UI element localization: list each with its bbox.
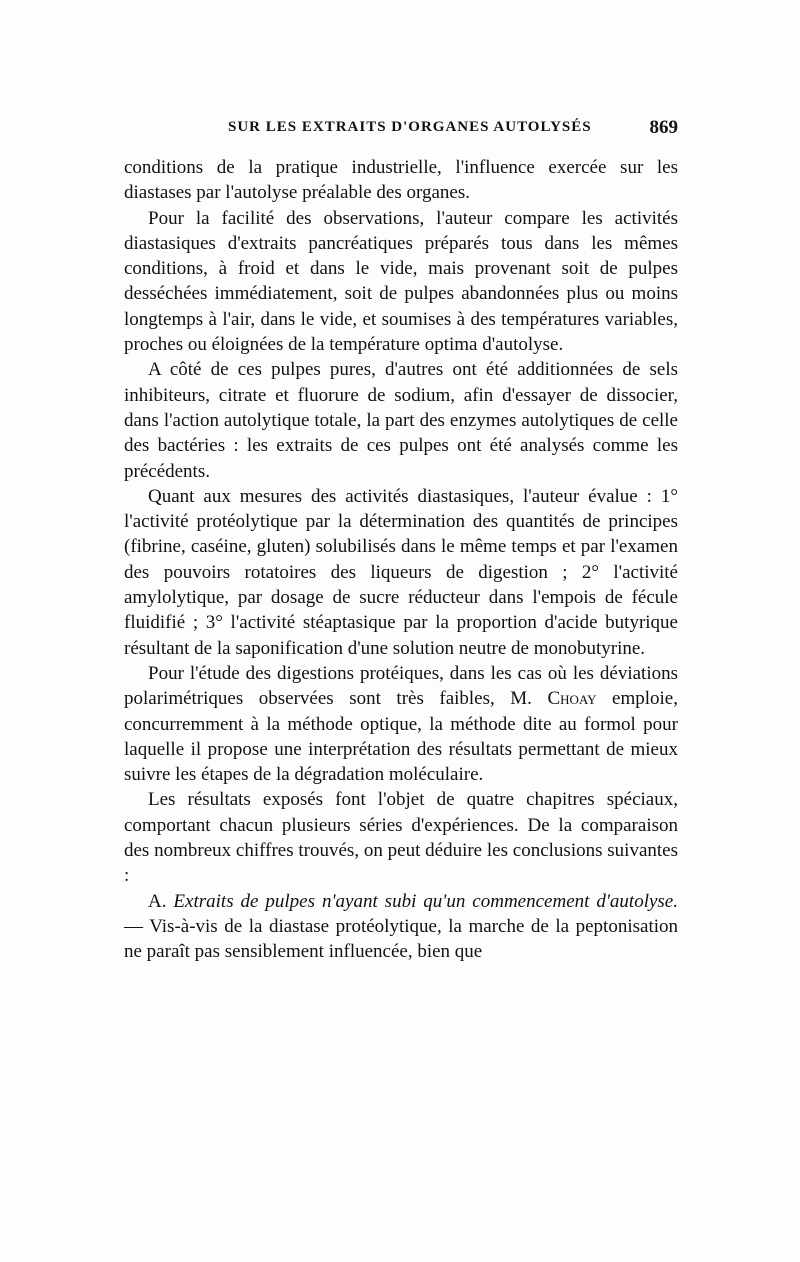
paragraph-7 xyxy=(124,889,678,965)
paragraph-2: Pour la facilité des observations, l'auteur compare les activités diastasiques d'extraits pancréatiques préparés tous dans les mêmes conditions, à froid et dans le vide, mais provenant soit de pulpes desséchées immédiatement, soit de pulpes abandonnées plus ou moins longtemps à l'air, dans le vide, et soumises à des températures variables, proches ou éloignées de la température optima d'autolyse. xyxy=(124,207,678,356)
paragraph-6: Les résultats exposés font l'objet de quatre chapitres spéciaux, comportant chacun plusieurs séries d'expériences. De la comparaison des nombreux chiffres trouvés, on peut déduire les conclusions suivantes : xyxy=(124,789,678,887)
page-number: 869 xyxy=(649,117,678,138)
paragraph-5-text-start: Pour l'étude des digestions protéiques, dans les cas où les déviations polarimétriques observées sont très faibles, M. xyxy=(124,662,678,710)
paragraph-3: A côté de ces pulpes pures, d'autres ont été additionnées de sels inhibiteurs, citrate et fluorure de sodium, afin d'essayer de dissocier, dans l'action autolytique totale, la part des enzymes autolytiques de celle des bactéries : les extraits de ces pulpes ont été analysés comme les précédents. xyxy=(124,359,678,482)
section-label: A. xyxy=(148,890,174,912)
paragraph-5-text-end: emploie, concurremment à la méthode optique, la méthode dite au formol pour laquelle il propose une interprétation des résultats permettant de mieux suivre les étapes de la dégradation moléculaire. xyxy=(124,688,678,786)
body-text xyxy=(124,155,678,965)
section-title: Extraits de pulpes n'ayant subi qu'un commencement d'autolyse. xyxy=(173,890,678,912)
running-head: SUR LES EXTRAITS D'ORGANES AUTOLYSÉS xyxy=(228,119,592,135)
paragraph-5 xyxy=(124,661,678,787)
paragraph-1: conditions de la pratique industrielle, l'influence exercée sur les diastases par l'autolyse préalable des organes. xyxy=(124,157,678,204)
author-name: Choay xyxy=(547,688,597,710)
paragraph-7-text: — Vis-à-vis de la diastase protéolytique, la marche de la peptonisation ne paraît pas sensiblement influencée, bien que xyxy=(124,915,678,963)
paragraph-4: Quant aux mesures des activités diastasiques, l'auteur évalue : 1° l'activité protéolytique par la détermination des quantités de principes (fibrine, caséine, gluten) solubilisés dans le même temps et par l'examen des pouvoirs rotatoires des liqueurs de digestion ; 2° l'activité amylolytique, par dosage de sucre réducteur dans l'empois de fécule fluidifié ; 3° l'activité stéaptasique par la proportion d'acide butyrique résultant de la saponification d'une solution neutre de monobutyrine. xyxy=(124,485,678,659)
page-header xyxy=(124,117,678,141)
